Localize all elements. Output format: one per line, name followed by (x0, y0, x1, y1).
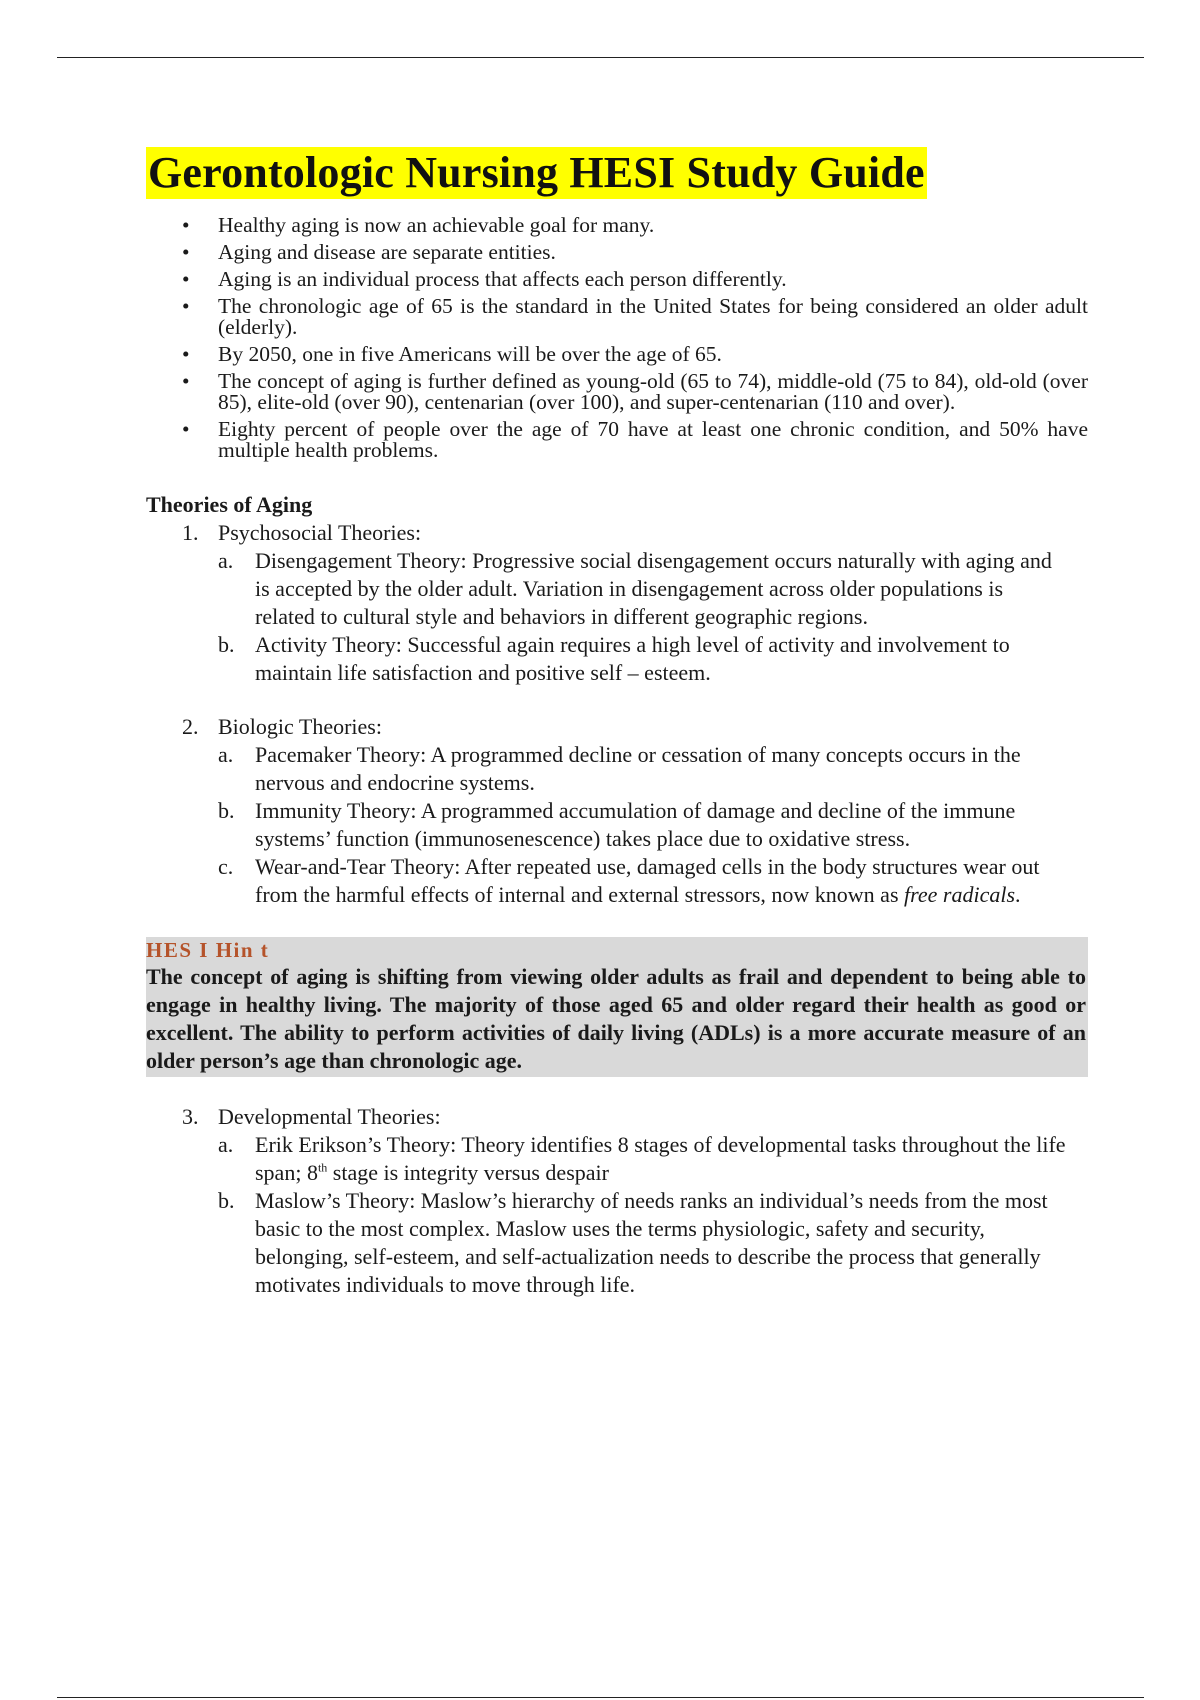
developmental-sub-list (146, 1131, 1088, 1299)
list-item: b. Maslow’s Theory: Maslow’s hierarchy of needs ranks an individual’s needs from the most basic to the most complex. Maslow uses the terms physiologic, safety and security, belonging, self-esteem, and self-actualization needs to describe the process that generally motivates individuals to move through life. (218, 1188, 1048, 1297)
hesi-hint-box (146, 937, 1088, 1077)
biologic-sub-list (146, 741, 1088, 909)
list-item: b. Immunity Theory: A programmed accumulation of damage and decline of the immune systems’ function (immunosenescence) takes place due to oxidative stress. (218, 798, 1016, 851)
hint-text: The concept of aging is shifting from viewing older adults as frail and dependent to being able to engage in healthy living. The majority of those aged 65 and older regard their health as good or excellent. The ability to perform activities of daily living (ADLs) is a more accurate measure of an older person’s age than chronologic age. (146, 964, 1086, 1073)
item-number: 2. (182, 714, 199, 739)
list-item: b. Activity Theory: Successful again requires a high level of activity and involvement to maintain life satisfaction and positive self – esteem. (218, 632, 1010, 685)
footer-rule (57, 1697, 1144, 1698)
psychosocial-theories-item (146, 519, 1088, 547)
developmental-theories-item (146, 1103, 1088, 1131)
bullet-icon: • (182, 240, 190, 264)
list-item: c. Wear-and-Tear Theory: After repeated use, damaged cells in the body structures wear out from the harmful effects of internal and external stressors, now known as free radicals. (218, 854, 1040, 907)
list-item: a. Disengagement Theory: Progressive social disengagement occurs naturally with aging and is accepted by the older adult. Variation in disengagement across older populations is related to cultural style and behaviors in different geographic regions. (218, 548, 1052, 629)
list-item: • Aging and disease are separate entities. (182, 240, 556, 264)
list-item: a. Erik Erikson’s Theory: Theory identifies 8 stages of developmental tasks throughout the life span; 8th stage is integrity versus despair (218, 1132, 1066, 1185)
list-item: • By 2050, one in five Americans will be over the age of 65. (182, 342, 722, 366)
bullet-icon: • (182, 213, 190, 237)
list-item: • Healthy aging is now an achievable goal for many. (182, 213, 655, 237)
list-item: • The concept of aging is further defined as young-old (65 to 74), middle-old (75 to 84), old-old (over 85), elite-old (over 90), centenarian (over 100), and super-centenarian (110 and over). (182, 369, 1088, 414)
bullet-icon: • (182, 294, 190, 318)
document-body (146, 147, 1088, 1299)
theories-heading: Theories of Aging (146, 492, 313, 517)
intro-bullet-list (146, 215, 1088, 461)
list-item: • Eighty percent of people over the age of 70 have at least one chronic condition, and 50% have multiple health problems. (182, 417, 1088, 462)
bullet-icon: • (182, 267, 190, 291)
bullet-icon: • (182, 417, 190, 441)
page-title: Gerontologic Nursing HESI Study Guide (148, 148, 925, 197)
item-label: Psychosocial Theories: (218, 520, 422, 545)
list-item: • Aging is an individual process that affects each person differently. (182, 267, 787, 291)
bullet-icon: • (182, 342, 190, 366)
item-number: 3. (182, 1104, 199, 1129)
psychosocial-sub-list (146, 547, 1088, 687)
item-number: 1. (182, 520, 199, 545)
item-label: Developmental Theories: (218, 1104, 441, 1129)
bullet-icon: • (182, 369, 190, 393)
biologic-theories-item (146, 713, 1088, 741)
list-item: a. Pacemaker Theory: A programmed decline or cessation of many concepts occurs in the nervous and endocrine systems. (218, 742, 1021, 795)
hint-label: HES I Hin t (146, 938, 270, 962)
item-label: Biologic Theories: (218, 714, 382, 739)
header-rule (57, 57, 1144, 58)
list-item: • The chronologic age of 65 is the standard in the United States for being considered an older adult (elderly). (182, 294, 1088, 339)
